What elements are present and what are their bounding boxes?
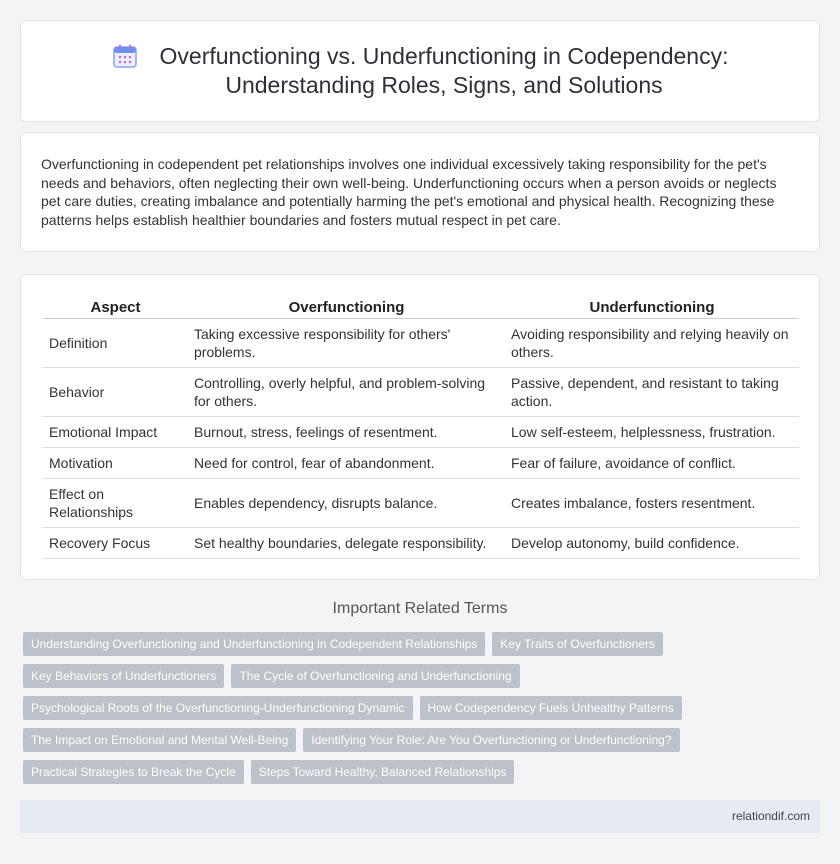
cell-underfunctioning: Fear of failure, avoidance of conflict. — [505, 448, 799, 479]
intro-text: Overfunctioning in codependent pet relationships involves one individual excessively taking responsibility for the pet's needs and behaviors, often neglecting their own well-being. Underfunctioning occurs when a person avoids or neglects pet care duties, creating imbalance and potentially harming the pet's emotional and physical health. Recognizing these patterns helps establish healthier boundaries and fosters mutual respect in pet care. — [41, 156, 777, 228]
header-underfunctioning: Underfunctioning — [505, 297, 799, 319]
comparison-table — [43, 297, 799, 559]
table-row — [43, 417, 799, 448]
page-title-line1: Overfunctioning vs. Underfunctioning in Codependency: — [159, 43, 729, 69]
cell-underfunctioning: Creates imbalance, fosters resentment. — [505, 479, 799, 528]
cell-underfunctioning: Passive, dependent, and resistant to taking action. — [505, 368, 799, 417]
related-term-tag[interactable]: Key Traits of Overfunctioners — [492, 632, 663, 656]
cell-overfunctioning: Set healthy boundaries, delegate responsibility. — [188, 528, 505, 559]
cell-aspect: Motivation — [43, 448, 188, 479]
cell-overfunctioning: Controlling, overly helpful, and problem-solving for others. — [188, 368, 505, 417]
cell-aspect: Effect on Relationships — [43, 479, 188, 528]
comparison-table-card — [20, 274, 820, 580]
cell-underfunctioning: Develop autonomy, build confidence. — [505, 528, 799, 559]
table-row — [43, 368, 799, 417]
table-row — [43, 448, 799, 479]
cell-overfunctioning: Need for control, fear of abandonment. — [188, 448, 505, 479]
related-term-tag[interactable]: Psychological Roots of the Overfunctioning-Underfunctioning Dynamic — [23, 696, 413, 720]
related-term-tag[interactable]: The Impact on Emotional and Mental Well-Being — [23, 728, 296, 752]
related-term-tag[interactable]: Practical Strategies to Break the Cycle — [23, 760, 244, 784]
cell-underfunctioning: Low self-esteem, helplessness, frustration. — [505, 417, 799, 448]
intro-card — [20, 132, 820, 252]
table-row — [43, 528, 799, 559]
related-term-tag[interactable]: Understanding Overfunctioning and Underfunctioning in Codependent Relationships — [23, 632, 485, 656]
table-row — [43, 479, 799, 528]
page-title-line2: Understanding Roles, Signs, and Solutions — [225, 72, 663, 98]
footer — [20, 800, 820, 833]
calendar-icon — [112, 43, 138, 69]
cell-aspect: Recovery Focus — [43, 528, 188, 559]
related-term-tag[interactable]: Steps Toward Healthy, Balanced Relationships — [251, 760, 515, 784]
header-card — [20, 20, 820, 122]
related-term-tag[interactable]: How Codependency Fuels Unhealthy Patterns — [420, 696, 682, 720]
header-overfunctioning: Overfunctioning — [188, 297, 505, 319]
cell-aspect: Emotional Impact — [43, 417, 188, 448]
related-terms-list — [23, 632, 823, 792]
related-term-tag[interactable]: Identifying Your Role: Are You Overfunctioning or Underfunctioning? — [303, 728, 679, 752]
cell-aspect: Behavior — [43, 368, 188, 417]
table-row — [43, 319, 799, 368]
related-terms-title: Important Related Terms — [332, 600, 508, 617]
cell-underfunctioning: Avoiding responsibility and relying heavily on others. — [505, 319, 799, 368]
table-header-row — [43, 297, 799, 319]
header-aspect: Aspect — [43, 297, 188, 319]
cell-aspect: Definition — [43, 319, 188, 368]
page-title — [160, 42, 729, 100]
footer-site[interactable]: relationdif.com — [731, 809, 810, 823]
cell-overfunctioning: Taking excessive responsibility for others' problems. — [188, 319, 505, 368]
cell-overfunctioning: Burnout, stress, feelings of resentment. — [188, 417, 505, 448]
related-term-tag[interactable]: The Cycle of Overfunctioning and Underfunctioning — [231, 664, 519, 688]
related-term-tag[interactable]: Key Behaviors of Underfunctioners — [23, 664, 224, 688]
cell-overfunctioning: Enables dependency, disrupts balance. — [188, 479, 505, 528]
